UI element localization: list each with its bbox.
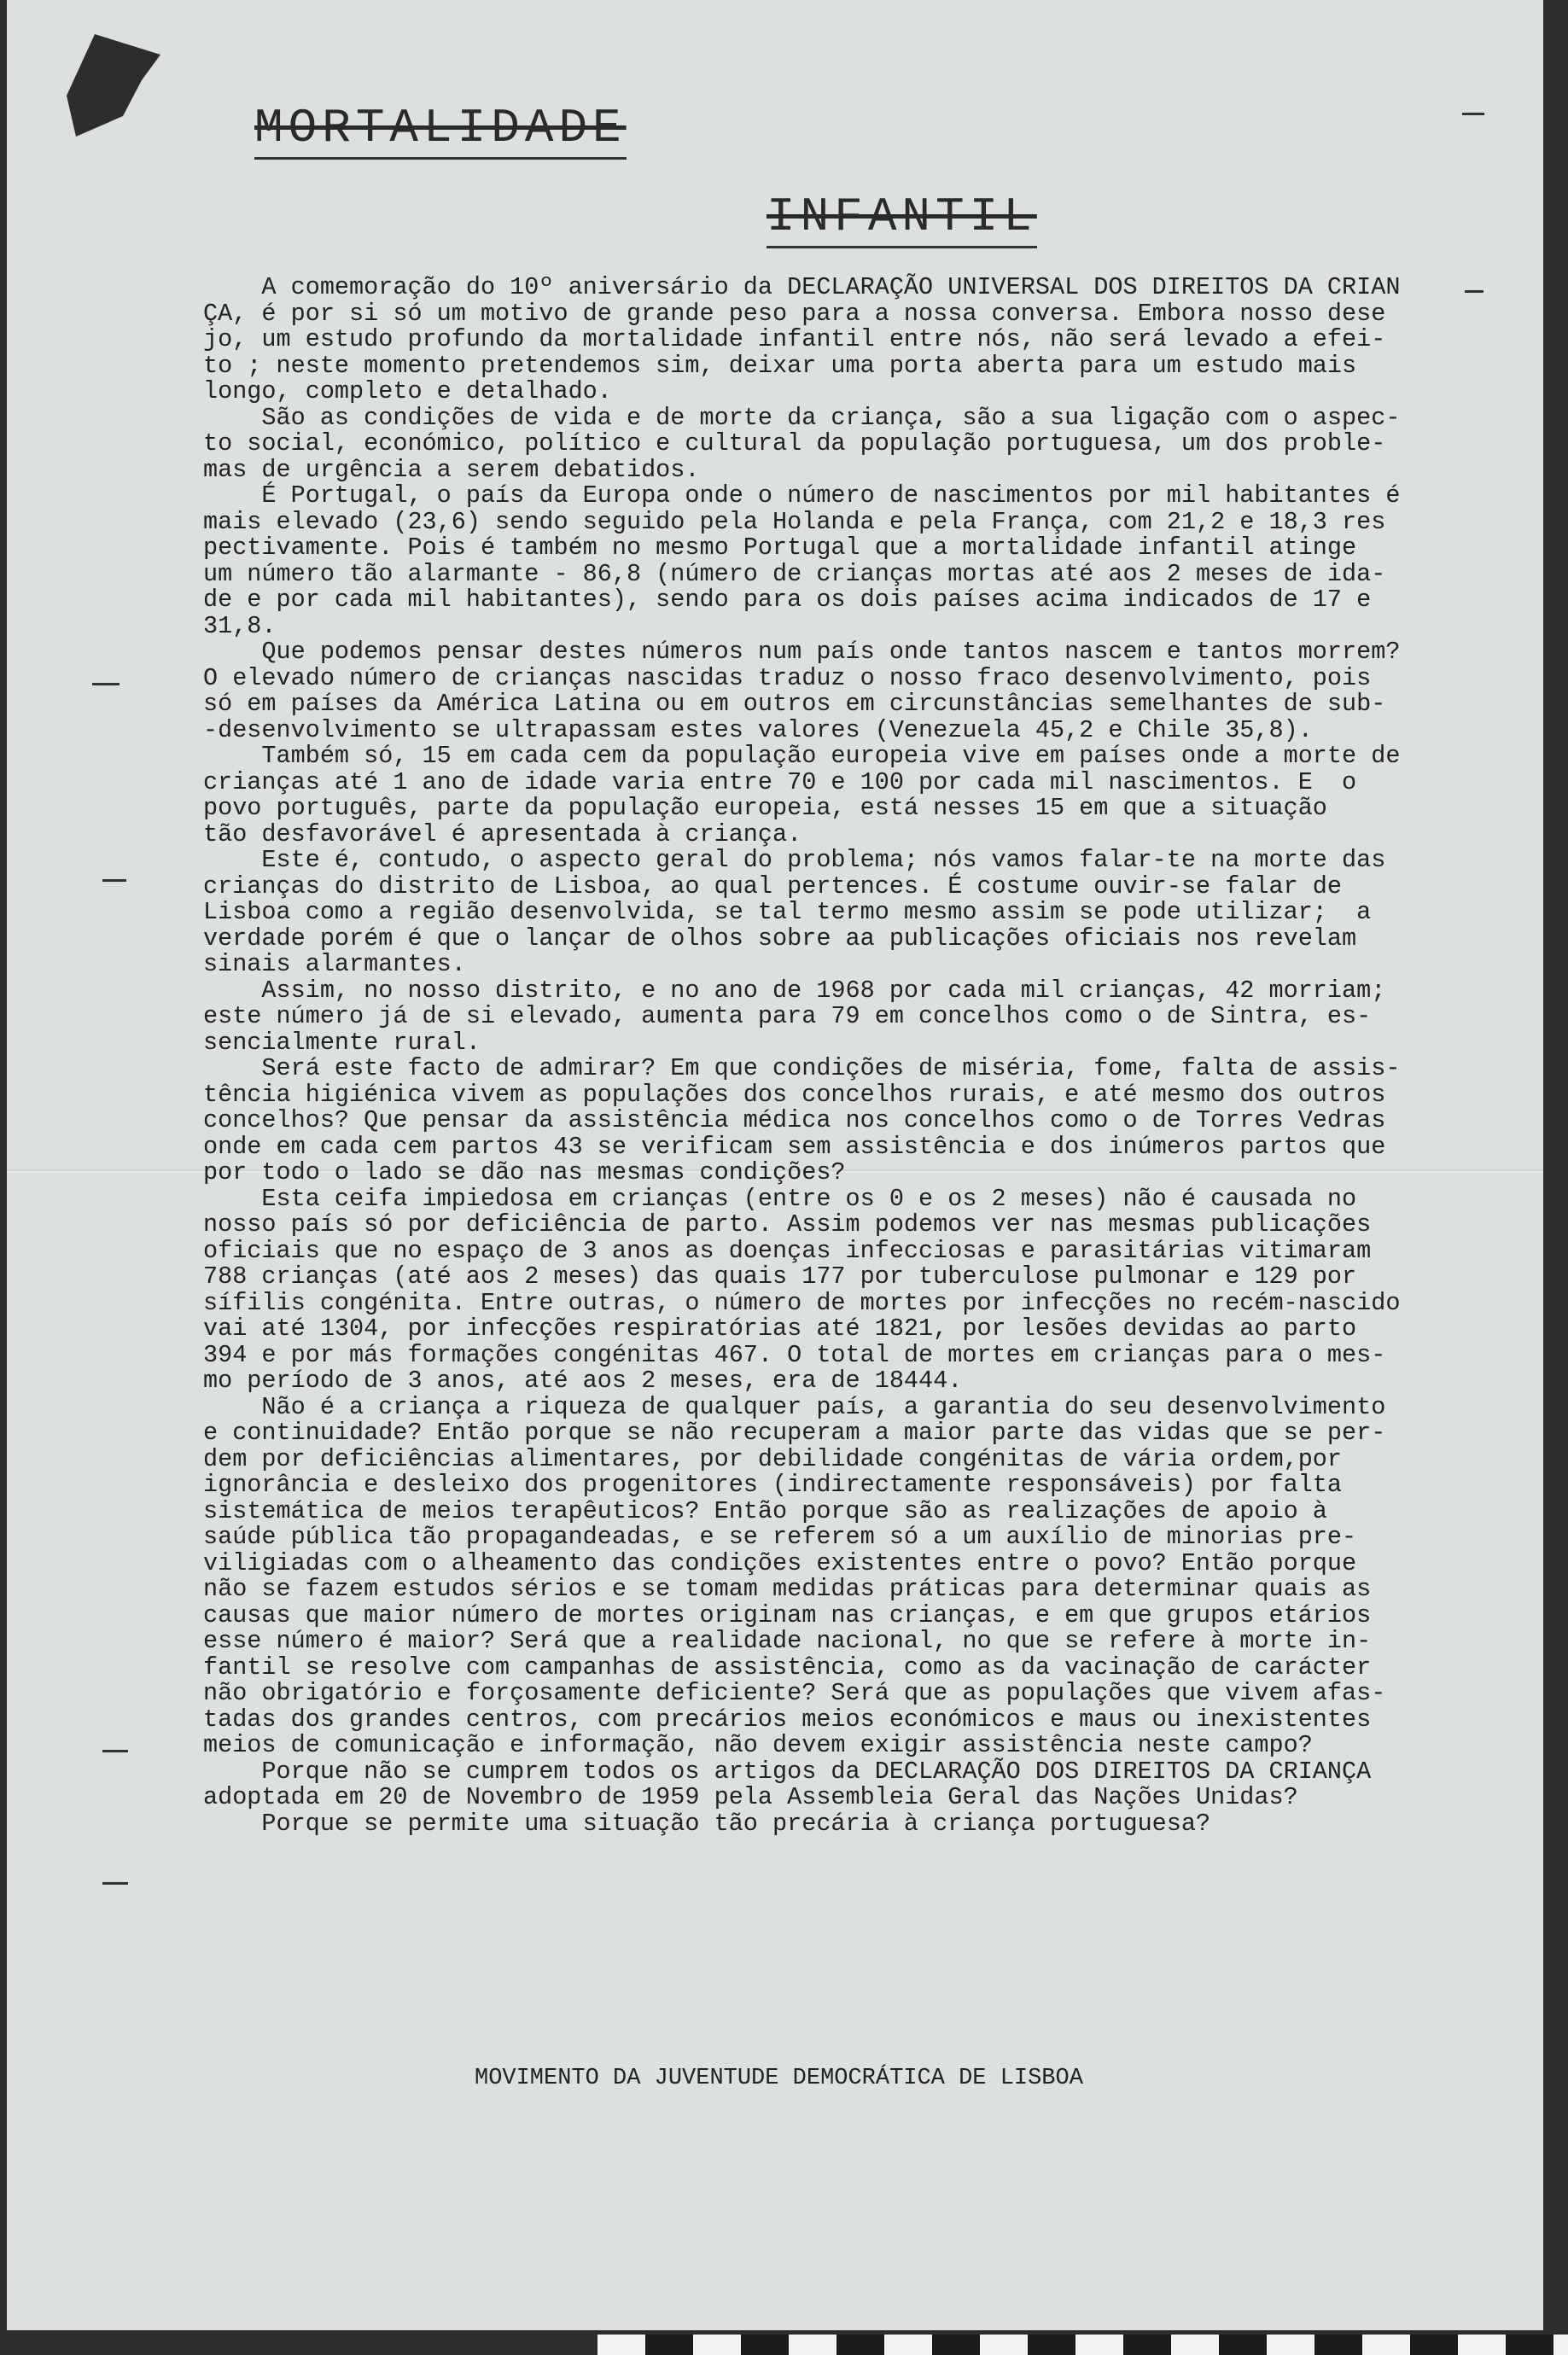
text-line: crianças do distrito de Lisboa, ao qual pertences. É costume ouvir-se falar de [203, 871, 1343, 901]
text-line: 394 e por más formações congénitas 467. O total de mortes em crianças para o mes- [203, 1340, 1386, 1369]
text-line: tadas dos grandes centros, com precários meios económicos e maus ou inexistentes [203, 1705, 1372, 1734]
text-line: pectivamente. Pois é também no mesmo Portugal que a mortalidade infantil atinge [203, 533, 1357, 562]
text-line: São as condições de vida e de morte da criança, são a sua ligação com o aspec- [203, 403, 1401, 432]
text-line: adoptada em 20 de Novembro de 1959 pela Assembleia Geral das Nações Unidas? [203, 1783, 1298, 1811]
torn-corner [67, 34, 160, 137]
text-line: saúde pública tão propagandeadas, e se referem só a um auxílio de minorias pre- [203, 1523, 1357, 1551]
text-line: verdade porém é que o lançar de olhos sobre aa publicações oficiais nos revelam [203, 924, 1357, 953]
text-line: onde em cada cem partos 43 se verificam sem assistência e dos inúmeros partos que [203, 1132, 1386, 1161]
text-line: tão desfavorável é apresentada à criança. [203, 819, 802, 848]
text-line: vai até 1304, por infecções respiratórias até 1821, por lesões devidas ao parto [203, 1314, 1357, 1343]
text-line: ignorância e desleixo dos progenitores (indirectamente responsáveis) por falta [203, 1471, 1343, 1499]
text-line: nosso país só por deficiência de parto. Assim podemos ver nas mesmas publicações [203, 1210, 1372, 1239]
text-line: Não é a criança a riqueza de qualquer país, a garantia do seu desenvolvimento [203, 1392, 1386, 1421]
text-line: Porque se permite uma situação tão precária à criança portuguesa? [203, 1809, 1211, 1838]
title-line-2: INFANTIL [767, 189, 1037, 248]
text-line: crianças até 1 ano de idade varia entre 70 e 100 por cada mil nascimentos. E o [203, 767, 1357, 796]
margin-mark [102, 879, 126, 882]
text-line: não obrigatório e forçosamente deficiente? Será que as populações que vivem afas- [203, 1679, 1386, 1707]
text-line: de e por cada mil habitantes), sendo para os dois países acima indicados de 17 e [203, 586, 1372, 614]
text-line: este número já de si elevado, aumenta para 79 em concelhos como o de Sintra, es- [203, 1002, 1372, 1030]
text-line: um número tão alarmante - 86,8 (número de crianças mortas até aos 2 meses de ida- [203, 559, 1386, 588]
text-line: É Portugal, o país da Europa onde o número de nascimentos por mil habitantes é [203, 481, 1401, 510]
text-line: 788 crianças (até aos 2 meses) das quais 177 por tuberculose pulmonar e 129 por [203, 1262, 1357, 1291]
text-line: oficiais que no espaço de 3 anos as doenças infecciosas e parasitárias vitimaram [203, 1236, 1372, 1265]
margin-mark [92, 683, 119, 685]
measurement-ruler [597, 2335, 1568, 2355]
text-line: mas de urgência a serem debatidos. [203, 455, 700, 484]
text-line: fantil se resolve com campanhas de assistência, como as da vacinação de carácter [203, 1653, 1372, 1682]
text-line: sistemática de meios terapêuticos? Então porque são as realizações de apoio à [203, 1496, 1327, 1525]
text-line: Lisboa como a região desenvolvida, se tal termo mesmo assim se pode utilizar; a [203, 898, 1372, 926]
text-line: sífilis congénita. Entre outras, o número de mortes por infecções no recém-nascido [203, 1288, 1401, 1317]
text-line: mo período de 3 anos, até aos 2 meses, era de 18444. [203, 1367, 963, 1395]
text-line: sinais alarmantes. [203, 950, 466, 978]
text-line: to ; neste momento pretendemos sim, deixar uma porta aberta para um estudo mais [203, 351, 1357, 380]
text-line: povo português, parte da população europeia, está nesses 15 em que a situação [203, 794, 1327, 822]
text-line: Porque não se cumprem todos os artigos da DECLARAÇÃO DOS DIREITOS DA CRIANÇA [203, 1757, 1372, 1786]
text-line: esse número é maior? Será que a realidade nacional, no que se refere à morte in- [203, 1627, 1372, 1655]
text-line: meios de comunicação e informação, não devem exigir assistência neste campo? [203, 1731, 1313, 1759]
text-line: longo, completo e detalhado. [203, 377, 612, 405]
document-page [7, 0, 1543, 2330]
text-line: to social, económico, político e cultural da população portuguesa, um dos proble- [203, 429, 1386, 458]
text-line: concelhos? Que pensar da assistência médica nos concelhos como o de Torres Vedras [203, 1106, 1386, 1134]
body-text [203, 275, 1432, 1837]
text-line: não se fazem estudos sérios e se tomam medidas práticas para determinar quais as [203, 1575, 1372, 1603]
text-line: só em países da América Latina ou em outros em circunstâncias semelhantes de sub- [203, 690, 1386, 718]
text-line: tência higiénica vivem as populações dos concelhos rurais, e até mesmo dos outros [203, 1080, 1386, 1109]
text-line: ÇA, é por si só um motivo de grande peso para a nossa conversa. Embora nosso dese [203, 299, 1386, 328]
text-line: O elevado número de crianças nascidas traduz o nosso fraco desenvolvimento, pois [203, 663, 1372, 692]
text-line: jo, um estudo profundo da mortalidade infantil entre nós, não será levado a efei- [203, 325, 1386, 353]
margin-mark [102, 1750, 128, 1752]
text-line: A comemoração do 10º aniversário da DECLARAÇÃO UNIVERSAL DOS DIREITOS DA CRIAN [203, 273, 1401, 301]
text-line: Será este facto de admirar? Em que condições de miséria, fome, falta de assis- [203, 1054, 1401, 1082]
text-line: Também só, 15 em cada cem da população europeia vive em países onde a morte de [203, 742, 1401, 770]
text-line: por todo o lado se dão nas mesmas condições? [203, 1158, 846, 1186]
text-line: e continuidade? Então porque se não recuperam a maior parte das vidas que se per- [203, 1419, 1386, 1447]
text-line: Esta ceifa impiedosa em crianças (entre os 0 e os 2 meses) não é causada no [203, 1184, 1357, 1213]
text-line: mais elevado (23,6) sendo seguido pela Holanda e pela França, com 21,2 e 18,3 res [203, 507, 1386, 536]
margin-mark [102, 1882, 128, 1885]
text-line: sencialmente rural. [203, 1028, 481, 1057]
text-line: Que podemos pensar destes números num país onde tantos nascem e tantos morrem? [203, 638, 1401, 666]
margin-mark [1465, 290, 1483, 293]
text-line: 31,8. [203, 611, 277, 640]
text-line: dem por deficiências alimentares, por debilidade congénitas de vária ordem,por [203, 1444, 1343, 1473]
margin-mark [1462, 113, 1484, 115]
signature: MOVIMENTO DA JUVENTUDE DEMOCRÁTICA DE LISBOA [475, 2066, 1083, 2091]
text-line: viligiadas com o alheamento das condições existentes entre o povo? Então porque [203, 1548, 1357, 1577]
text-line: causas que maior número de mortes originam nas crianças, e em que grupos etários [203, 1600, 1372, 1629]
title-line-1: MORTALIDADE [254, 101, 627, 160]
text-line: Assim, no nosso distrito, e no ano de 1968 por cada mil crianças, 42 morriam; [203, 976, 1386, 1005]
text-line: -desenvolvimento se ultrapassam estes valores (Venezuela 45,2 e Chile 35,8). [203, 715, 1313, 744]
text-line: Este é, contudo, o aspecto geral do problema; nós vamos falar-te na morte das [203, 846, 1386, 874]
